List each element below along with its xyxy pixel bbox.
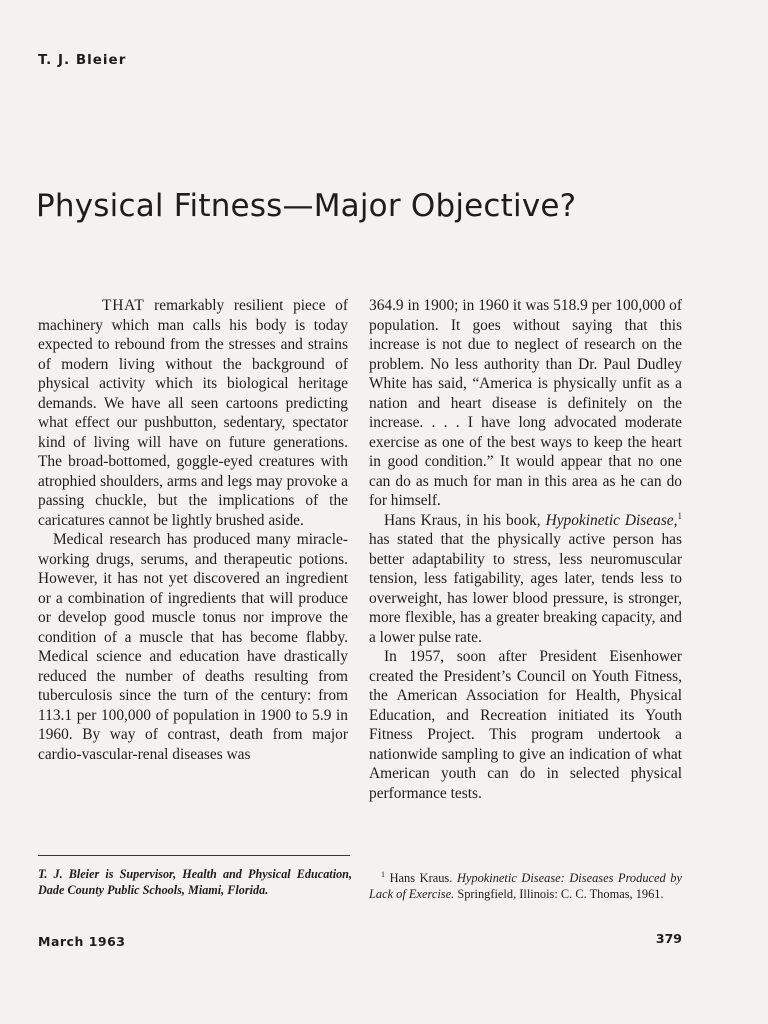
left-column <box>38 296 348 764</box>
paragraph: 364.9 in 1900; in 1960 it was 518.9 per 100,000 of population. It goes without saying that this increase is not due to neglect of research on the problem. No less authority than Dr. Paul Dudley White has said, “America is physically unfit as a nation and heart disease is definitely on the increase. . . . I have long advocated moderate exercise as one of the best ways to keep the heart in good condition.” It would appear that no one can do as much for man in this area as he can do for himself. <box>369 297 682 509</box>
page-number: 379 <box>655 931 682 946</box>
paragraph-text: remarkably resilient piece of machinery which man calls his body is today expected to rebound from the stresses and strains of modern living without the background of physical activity which its biological heritage demands. We have all seen cartoons predicting what effect our pushbutton, sedentary, spectator kind of living will have on future generations. The broad-bottomed, goggle-eyed creatures with atrophied shoulders, arms and legs may provoke a passing chuckle, but the implications of the caricatures cannot be lightly brushed aside. <box>38 297 348 529</box>
paragraph: In 1957, soon after President Eisenhower created the President’s Council on Youth Fitness, the American Association for Health, Physical Education, and Recreation initiated its Youth Fitness Project. This program undertook a nationwide sampling to give an indication of what American youth can do in selected physical performance tests. <box>369 648 682 802</box>
footnote <box>369 870 682 902</box>
footnote-rule <box>38 855 350 856</box>
footnote-text: Hans Kraus. <box>385 871 457 885</box>
footnote-marker: 1 <box>381 869 385 879</box>
author-note: T. J. Bleier is Supervisor, Health and Physical Education, Dade County Public Schools, Miami, Florida. <box>38 867 352 897</box>
article-title: Physical Fitness—Major Objective? <box>36 188 577 224</box>
paragraph: Medical research has produced many miracle-working drugs, serums, and therapeutic potions. However, it has not yet discovered an ingredient or a combination of ingredients that will produce or develop good muscle tonus nor improve the condition of a muscle that has become flabby. Medical science and education have drastically reduced the number of deaths resulting from tuberculosis since the turn of the century: from 113.1 per 100,000 of population in 1900 to 5.9 in 1960. By way of contrast, death from major cardio-vascular-renal diseases was <box>38 531 348 763</box>
paragraph-text: has stated that the physically active person has better adaptability to stress, less neuromuscular tension, less fatigability, ages later, tends less to overweight, has lower blood pressure, is stronger, more flexible, has a greater breaking capacity, and a lower pulse rate. <box>369 531 682 646</box>
footnote-book-title: Hypokinetic Disease: Diseases Produced by Lack of Exercise. <box>369 871 683 901</box>
paragraph-text: Hans Kraus, in his book, <box>384 511 546 529</box>
footnote-text: Springfield, Illinois: C. C. Thomas, 1961. <box>454 887 664 901</box>
lead-in-caps: THAT <box>102 297 145 314</box>
footnote-reference: 1 <box>677 510 682 521</box>
paragraph <box>38 296 348 530</box>
right-column <box>369 296 682 803</box>
running-head-author: T. J. Bleier <box>38 52 127 68</box>
book-title: Hypokinetic Disease, <box>545 511 678 529</box>
paragraph <box>369 511 682 648</box>
footer-date: March 1963 <box>38 934 126 949</box>
